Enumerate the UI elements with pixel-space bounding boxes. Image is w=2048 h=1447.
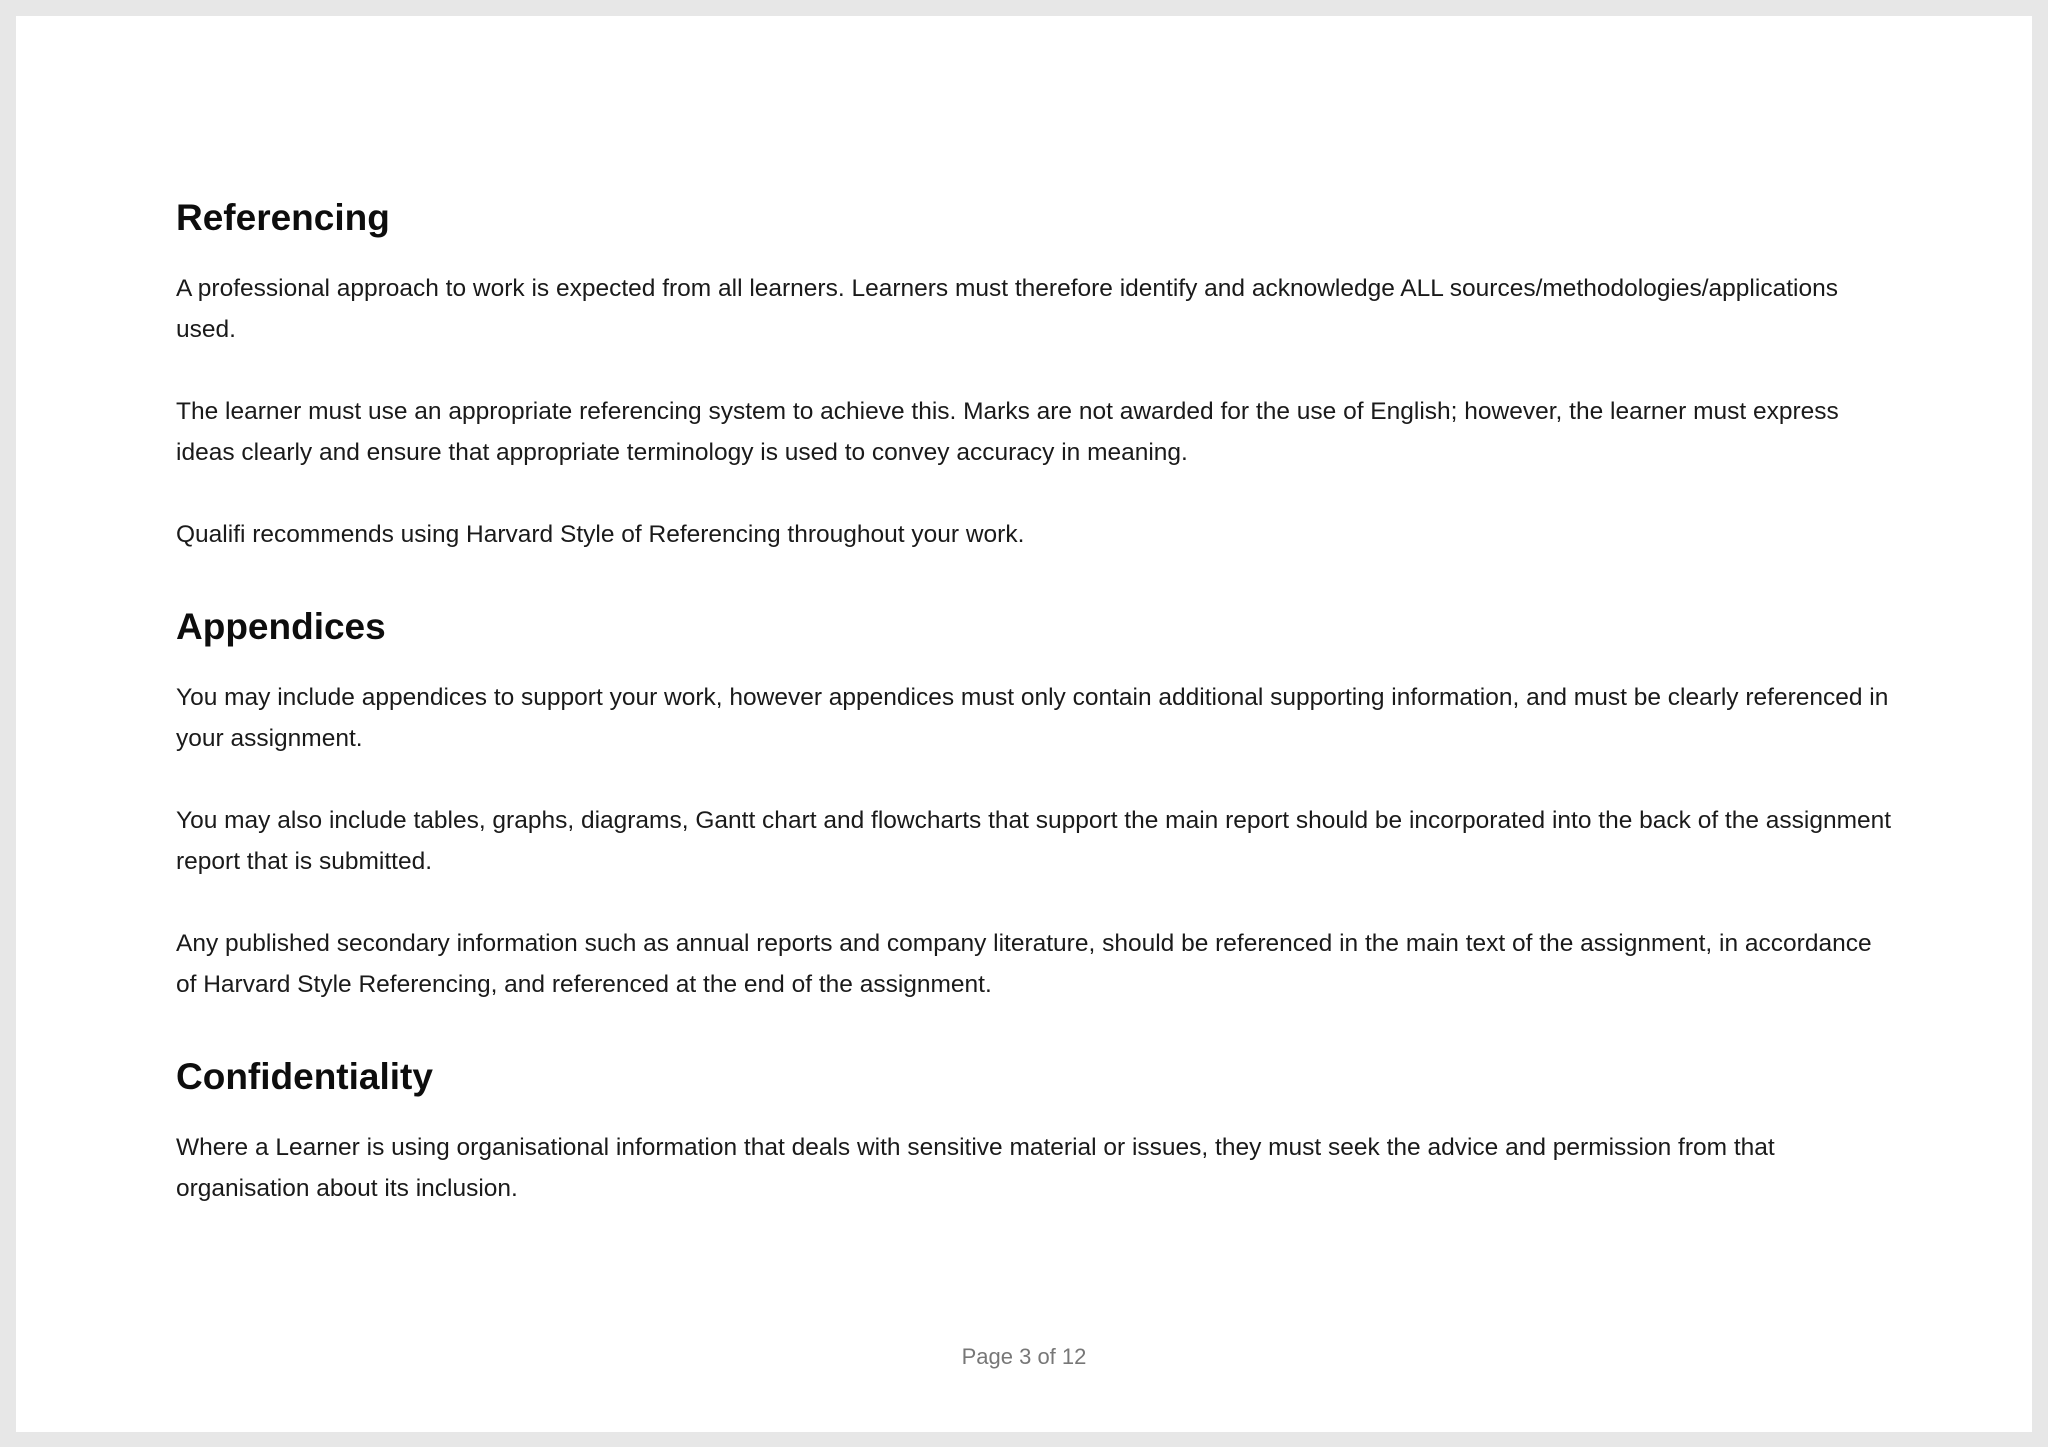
section-heading: Appendices: [176, 606, 386, 647]
section-appendices: [176, 605, 1896, 1005]
section-confidentiality: [176, 1055, 1896, 1209]
paragraph: The learner must use an appropriate referencing system to achieve this. Marks are not awarded for the use of English; however, the learner must express ideas clearly and ensure that appropriate terminology is used to convey accuracy in meaning.: [176, 398, 1839, 466]
page-number: Page 3 of 12: [961, 1344, 1087, 1369]
document-page: [16, 16, 2032, 1432]
paragraph: Any published secondary information such as annual reports and company literature, should be referenced in the main text of the assignment, in accordance of Harvard Style Referencing, and referenced at the end of the assignment.: [176, 930, 1872, 998]
page-content: [176, 196, 1896, 1209]
paragraph: Where a Learner is using organisational information that deals with sensitive material or issues, they must seek the advice and permission from that organisation about its inclusion.: [176, 1134, 1775, 1202]
section-referencing: [176, 196, 1896, 555]
section-heading: Confidentiality: [176, 1056, 433, 1097]
paragraph: Qualifi recommends using Harvard Style of Referencing throughout your work.: [176, 521, 1025, 548]
section-heading: Referencing: [176, 197, 390, 238]
paragraph: You may also include tables, graphs, diagrams, Gantt chart and flowcharts that support the main report should be incorporated into the back of the assignment report that is submitted.: [176, 807, 1892, 875]
paragraph: A professional approach to work is expected from all learners. Learners must therefore identify and acknowledge ALL sources/methodologies/applications used.: [176, 275, 1838, 343]
paragraph: You may include appendices to support your work, however appendices must only contain additional supporting information, and must be clearly referenced in your assignment.: [176, 684, 1889, 752]
